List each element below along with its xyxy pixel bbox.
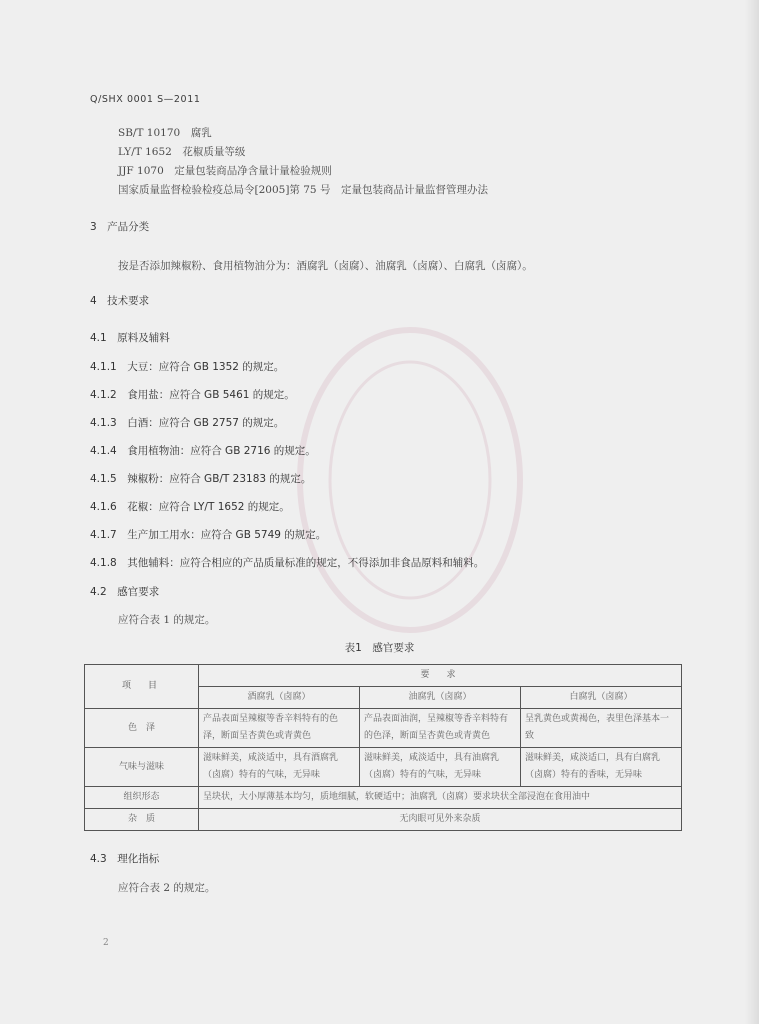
- clause-item: 4.1.5 辣椒粉：应符合 GB/T 23183 的规定。: [90, 473, 312, 485]
- header-item: 项 目: [85, 665, 199, 709]
- paragraph: 按是否添加辣椒粉、食用植物油分为：酒腐乳（卤腐）、油腐乳（卤腐）、白腐乳（卤腐）。: [118, 260, 533, 272]
- document-code: Q/SHX 0001 S—2011: [90, 94, 201, 105]
- table-row: [85, 809, 682, 831]
- clause-item: 4.1.4 食用植物油：应符合 GB 2716 的规定。: [90, 445, 316, 457]
- subheader-cell: 油腐乳（卤腐）: [360, 687, 521, 709]
- table-cell: 无肉眼可见外来杂质: [199, 809, 682, 831]
- clause-item: 4.1.2 食用盐：应符合 GB 5461 的规定。: [90, 389, 295, 401]
- subheader-cell: 白腐乳（卤腐）: [521, 687, 682, 709]
- stamp-watermark: [290, 320, 530, 640]
- paragraph: 应符合表 1 的规定。: [118, 614, 216, 626]
- sensory-requirements-table: [84, 664, 682, 831]
- table-cell: 产品表面呈辣椒等香辛料特有的色泽，断面呈杏黄色或青黄色: [199, 709, 360, 748]
- table-cell: 滋味鲜美，咸淡适中，具有酒腐乳（卤腐）特有的气味，无异味: [199, 748, 360, 787]
- section-heading: 4 技术要求: [90, 295, 150, 307]
- subsection-heading: 4.3 理化指标: [90, 853, 160, 865]
- page-number: 2: [103, 938, 109, 948]
- table-caption: 表1 感官要求: [344, 642, 415, 654]
- paragraph: 应符合表 2 的规定。: [118, 882, 216, 894]
- clause-item: 4.1.6 花椒：应符合 LY/T 1652 的规定。: [90, 501, 290, 513]
- table-header-row: [85, 665, 682, 687]
- table-row: [85, 787, 682, 809]
- table-cell: 滋味鲜美，咸淡适口，具有白腐乳（卤腐）特有的香味，无异味: [521, 748, 682, 787]
- header-requirements: 要 求: [199, 665, 682, 687]
- row-item: 组织形态: [85, 787, 199, 809]
- table-cell: 滋味鲜美，咸淡适中，具有油腐乳（卤腐）特有的气味，无异味: [360, 748, 521, 787]
- clause-item: 4.1.1 大豆：应符合 GB 1352 的规定。: [90, 361, 285, 373]
- clause-item: 4.1.8 其他辅料：应符合相应的产品质量标准的规定，不得添加非食品原料和辅料。: [90, 557, 485, 569]
- table-cell: 产品表面油润，呈辣椒等香辛料特有的色泽，断面呈杏黄色或青黄色: [360, 709, 521, 748]
- subheader-cell: 酒腐乳（卤腐）: [199, 687, 360, 709]
- table-row: [85, 748, 682, 787]
- section-heading: 3 产品分类: [90, 221, 150, 233]
- row-item: 气味与滋味: [85, 748, 199, 787]
- row-item: 杂 质: [85, 809, 199, 831]
- clause-item: 4.1.7 生产加工用水：应符合 GB 5749 的规定。: [90, 529, 327, 541]
- clause-item: 4.1.3 白酒：应符合 GB 2757 的规定。: [90, 417, 285, 429]
- reference-line: JJF 1070 定量包装商品净含量计量检验规则: [118, 165, 332, 177]
- table-cell: 呈乳黄色或黄褐色，表里色泽基本一致: [521, 709, 682, 748]
- subsection-heading: 4.2 感官要求: [90, 586, 160, 598]
- reference-line: SB/T 10170 腐乳: [118, 127, 212, 139]
- reference-line: LY/T 1652 花椒质量等级: [118, 146, 246, 158]
- table-row: [85, 709, 682, 748]
- row-item: 色 泽: [85, 709, 199, 748]
- page-edge-shadow: [745, 0, 759, 1024]
- reference-line: 国家质量监督检验检疫总局令[2005]第 75 号 定量包装商品计量监督管理办法: [118, 184, 488, 196]
- subsection-heading: 4.1 原料及辅料: [90, 332, 170, 344]
- table-cell: 呈块状，大小厚薄基本均匀，质地细腻，软硬适中；油腐乳（卤腐）要求块状全部浸泡在食用油中: [199, 787, 682, 809]
